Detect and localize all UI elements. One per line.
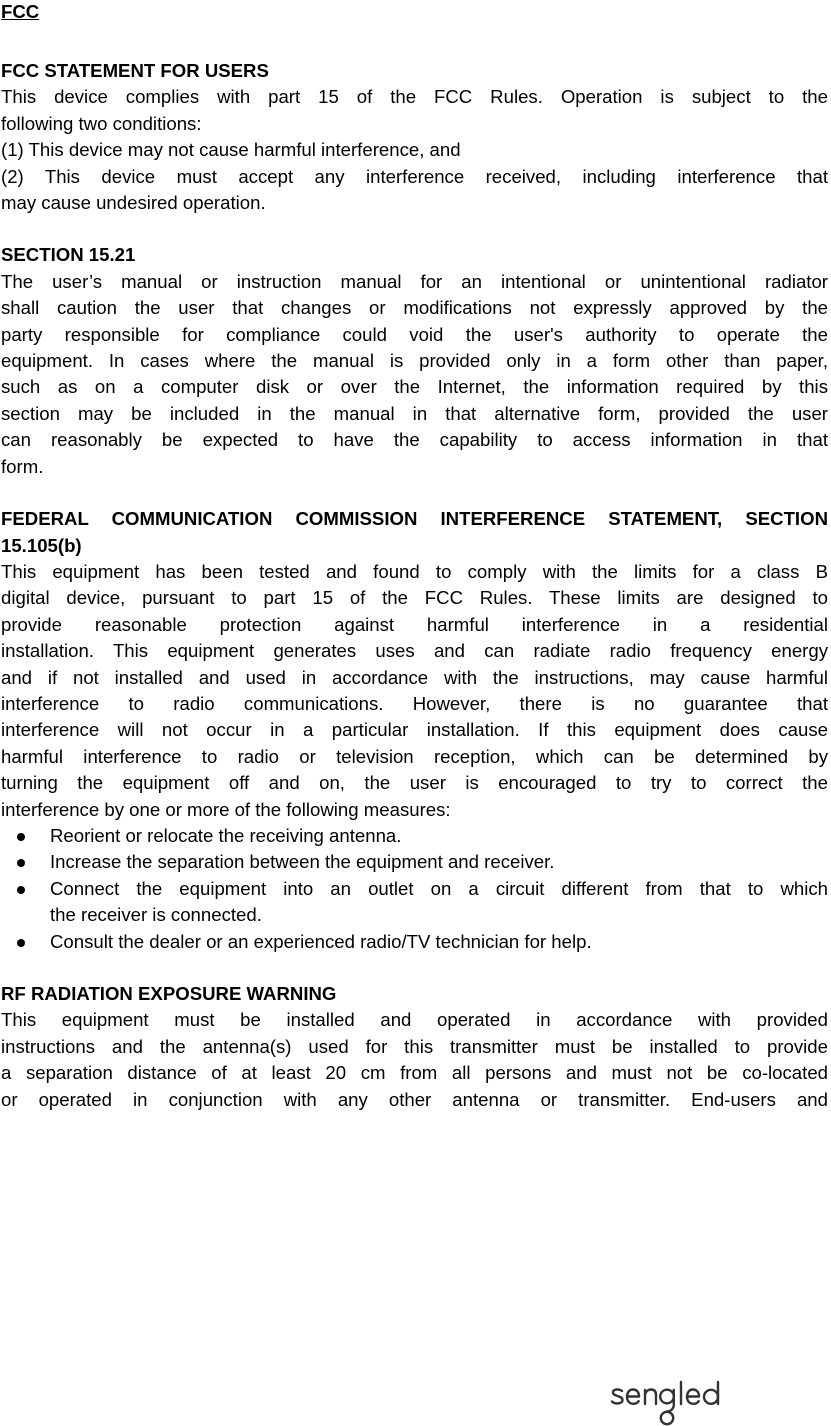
section-paragraph [1, 269, 828, 480]
section-paragraph [1, 84, 828, 216]
paragraph-line: turning the equipment off and on, the user is encouraged to try to correct the [1, 772, 828, 794]
paragraph-line: shall caution the user that changes or modifications not expressly approved by the [1, 297, 828, 319]
paragraph-line: interference by one or more of the following measures: [1, 798, 451, 820]
paragraph-line: The user’s manual or instruction manual for an intentional or unintentional radiator [1, 270, 828, 292]
paragraph-line: This equipment must be installed and operated in accordance with provided [1, 1009, 828, 1031]
section-paragraph [1, 1007, 828, 1113]
bullet-icon [17, 833, 25, 841]
list-item [1, 823, 828, 849]
paragraph-line: instructions and the antenna(s) used for this transmitter must be installed to provide [1, 1035, 828, 1057]
bullet-icon [17, 939, 25, 947]
list-item-text: Reorient or relocate the receiving antenna. [50, 824, 402, 846]
heading-line: 15.105(b) [1, 534, 82, 556]
paragraph-line: (2) This device must accept any interference received, including interference that [1, 165, 828, 187]
list-item [1, 929, 828, 955]
section-rf-warning [1, 981, 828, 1113]
section-paragraph [1, 559, 828, 823]
section-heading: SECTION 15.21 [1, 244, 136, 266]
sengled-logo-icon [610, 1374, 742, 1426]
section-fcc-statement [1, 58, 828, 216]
list-item-text: Connect the equipment into an outlet on a circuit different from that to which [50, 877, 828, 899]
bullet-icon [17, 886, 25, 894]
paragraph-line: equipment. In cases where the manual is provided only in a form other than paper, [1, 350, 828, 372]
paragraph-line: following two conditions: [1, 112, 202, 134]
paragraph-line: a separation distance of at least 20 cm from all persons and must not be co-located [1, 1062, 828, 1084]
section-interference-statement [1, 506, 828, 955]
paragraph-line: or operated in conjunction with any other antenna or transmitter. End-users and [1, 1088, 828, 1110]
paragraph-line: may cause undesired operation. [1, 192, 266, 214]
paragraph-line: provide reasonable protection against harmful interference in a residential [1, 613, 828, 635]
list-item-text: Increase the separation between the equipment and receiver. [50, 851, 555, 873]
bullet-icon [17, 859, 25, 867]
list-item-text: Consult the dealer or an experienced radio/TV technician for help. [50, 930, 592, 952]
paragraph-line: digital device, pursuant to part 15 of the FCC Rules. These limits are designed to [1, 587, 828, 609]
section-heading: FCC STATEMENT FOR USERS [1, 60, 269, 81]
section-15-21 [1, 242, 828, 480]
section-heading [1, 506, 828, 559]
heading-line: FEDERAL COMMUNICATION COMMISSION INTERFERENCE STATEMENT, SECTION [1, 508, 828, 530]
list-item-text: the receiver is connected. [50, 904, 262, 926]
paragraph-line: harmful interference to radio or television reception, which can be determined by [1, 745, 828, 767]
list-item [1, 876, 828, 929]
list-item [1, 849, 828, 875]
paragraph-line: and if not installed and used in accordance with the instructions, may cause harmful [1, 666, 828, 688]
paragraph-line: interference will not occur in a particular installation. If this equipment does cause [1, 719, 828, 741]
document-title: FCC [1, 1, 40, 22]
paragraph-line: interference to radio communications. However, there is no guarantee that [1, 692, 828, 714]
paragraph-line: installation. This equipment generates uses and can radiate radio frequency energy [1, 640, 828, 662]
paragraph-line: section may be included in the manual in that alternative form, provided the user [1, 402, 828, 424]
document-content [1, 0, 828, 1113]
paragraph-line: (1) This device may not cause harmful interference, and [1, 139, 461, 161]
paragraph-line: This equipment has been tested and found to comply with the limits for a class B [1, 560, 828, 582]
measures-list [1, 823, 828, 955]
paragraph-line: such as on a computer disk or over the Internet, the information required by this [1, 376, 828, 398]
paragraph-line: party responsible for compliance could void the user's authority to operate the [1, 323, 828, 345]
paragraph-line: form. [1, 455, 44, 477]
section-heading: RF RADIATION EXPOSURE WARNING [1, 983, 337, 1004]
paragraph-line: This device complies with part 15 of the FCC Rules. Operation is subject to the [1, 86, 828, 108]
paragraph-line: can reasonably be expected to have the capability to access information in that [1, 429, 828, 451]
